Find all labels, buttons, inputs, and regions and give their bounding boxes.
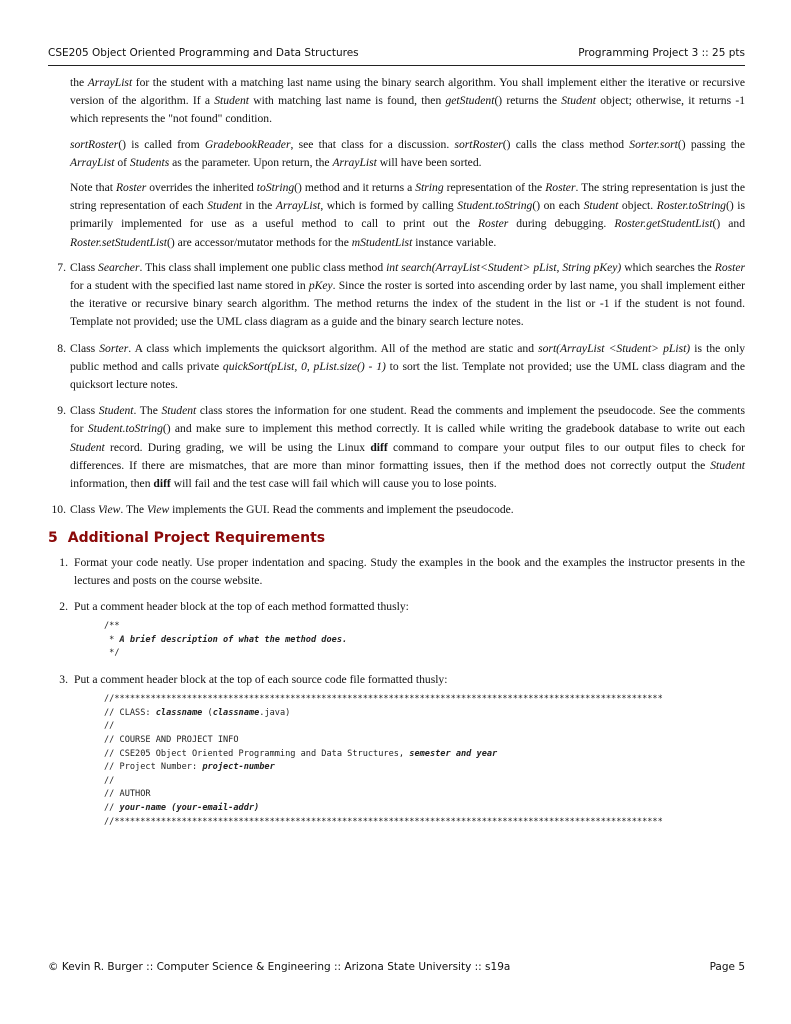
page-body bbox=[48, 74, 745, 839]
paragraph-tostring: Note that Roster overrides the inherited toString() method and it returns a String representation of the Roster. The string representation is just the string representation of each Student in the ArrayList, which is formed by calling Student.toString() on each Student object. Roster.toString() is primarily implemented for use as a useful method to call to print out the Roster during debugging. Roster.getStudentList() and Roster.setStudentList() are accessor/mutator methods for the mStudentList instance variable. bbox=[70, 181, 746, 249]
list-item-text: Class Sorter. A class which implements the quicksort algorithm. All of the method are static and sort(ArrayList <Student> pList) is the only public method and calls private quickSort(pList, 0, pList.size() - 1) to sort the list. Template not provided; use the UML class diagram and the quicksort lecture notes. bbox=[70, 341, 745, 392]
list-item-text: Format your code neatly. Use proper indentation and spacing. Study the examples in the book and the examples the instructor presents in the lectures and posts on the course website. bbox=[74, 555, 745, 587]
list-item-searcher bbox=[57, 259, 746, 332]
header-project: Programming Project 3 :: 25 pts bbox=[578, 47, 745, 59]
footer-copyright: © Kevin R. Burger :: Computer Science & Engineering :: Arizona State University :: s19a bbox=[48, 961, 511, 973]
list-item-view bbox=[51, 501, 745, 519]
list-item-sorter bbox=[57, 340, 745, 395]
header-rule bbox=[48, 65, 745, 66]
list-item-number: 9. bbox=[57, 404, 66, 418]
list-item-text: Class Student. The Student class stores the information for one student. Read the comments and implement the pseudocode. See the comments for Student.toString() and make sure to implement this method correctly. It is called while writing the gradebook database to write out each Student record. During grading, we will be using the Linux diff command to compare your output files to our output files to check for differences. If there are mismatches, that are more than minor formatting issues, then if the method does not correctly output the Student information, then diff will fail and the test case will fail which will cause you to lose points. bbox=[70, 404, 745, 491]
list-item-student bbox=[57, 402, 745, 493]
list-item-number: 7. bbox=[57, 260, 66, 274]
list-item-number: 10. bbox=[51, 503, 66, 517]
section-heading bbox=[48, 529, 745, 547]
requirement-format bbox=[59, 554, 745, 590]
list-item-number: 8. bbox=[57, 341, 66, 355]
list-item-number: 1. bbox=[59, 555, 68, 569]
paragraph-getstudent: the ArrayList for the student with a matching last name using the binary search algorithm. You shall implement either the iterative or recursive version of the algorithm. If a Student with matching last name is found, then getStudent() returns the Student object; otherwise, it returns -1 which represents the "not found" condition. bbox=[70, 76, 746, 126]
list-item-text: Class View. The View implements the GUI. Read the comments and implement the pseudocode. bbox=[70, 503, 514, 517]
section-number: 5 bbox=[48, 530, 58, 547]
header-course: CSE205 Object Oriented Programming and Data Structures bbox=[48, 47, 359, 59]
page-footer bbox=[48, 961, 745, 973]
code-block-method-header: /** * A brief description of what the method does. */ bbox=[104, 621, 348, 659]
paragraph-sortroster: sortRoster() is called from GradebookReader, see that class for a discussion. sortRoster() calls the class method Sorter.sort() passing the ArrayList of Students as the parameter. Upon return, the ArrayList will have been sorted. bbox=[70, 137, 745, 169]
page-number: Page 5 bbox=[709, 961, 745, 973]
page-header bbox=[48, 47, 745, 59]
list-item-text: Class Searcher. This class shall implement one public class method int search(ArrayList<Student> pList, String pKey) which searches the Roster for a student with the specified last name stored in pKey. Since the roster is sorted into ascending order by last name, you shall implement either the iterative or recursive binary search algorithm. The method returns the index of the student in the list or -1 if the student is not found. Template not provided; use the UML class diagram as a guide and the binary search lecture notes. bbox=[70, 260, 746, 329]
list-item-text: Put a comment header block at the top of each source code file formatted thusly: bbox=[74, 673, 448, 687]
requirement-file-header bbox=[59, 671, 745, 829]
requirement-method-header bbox=[59, 598, 745, 661]
section-title: Additional Project Requirements bbox=[67, 530, 326, 547]
list-item-number: 3. bbox=[59, 673, 68, 687]
code-block-file-header: //********************************************************************************************************** // CLASS: classname (classname.java) // // COURSE AND PROJECT INFO // CSE205 Object Oriented Programming and Data Structures, semester and year // Project Number: project-number // // AUTHOR // your-name (your-email-addr) //********************************************************************************************************** bbox=[104, 694, 663, 827]
list-item-number: 2. bbox=[59, 600, 68, 614]
list-item-text: Put a comment header block at the top of each method formatted thusly: bbox=[74, 600, 409, 614]
